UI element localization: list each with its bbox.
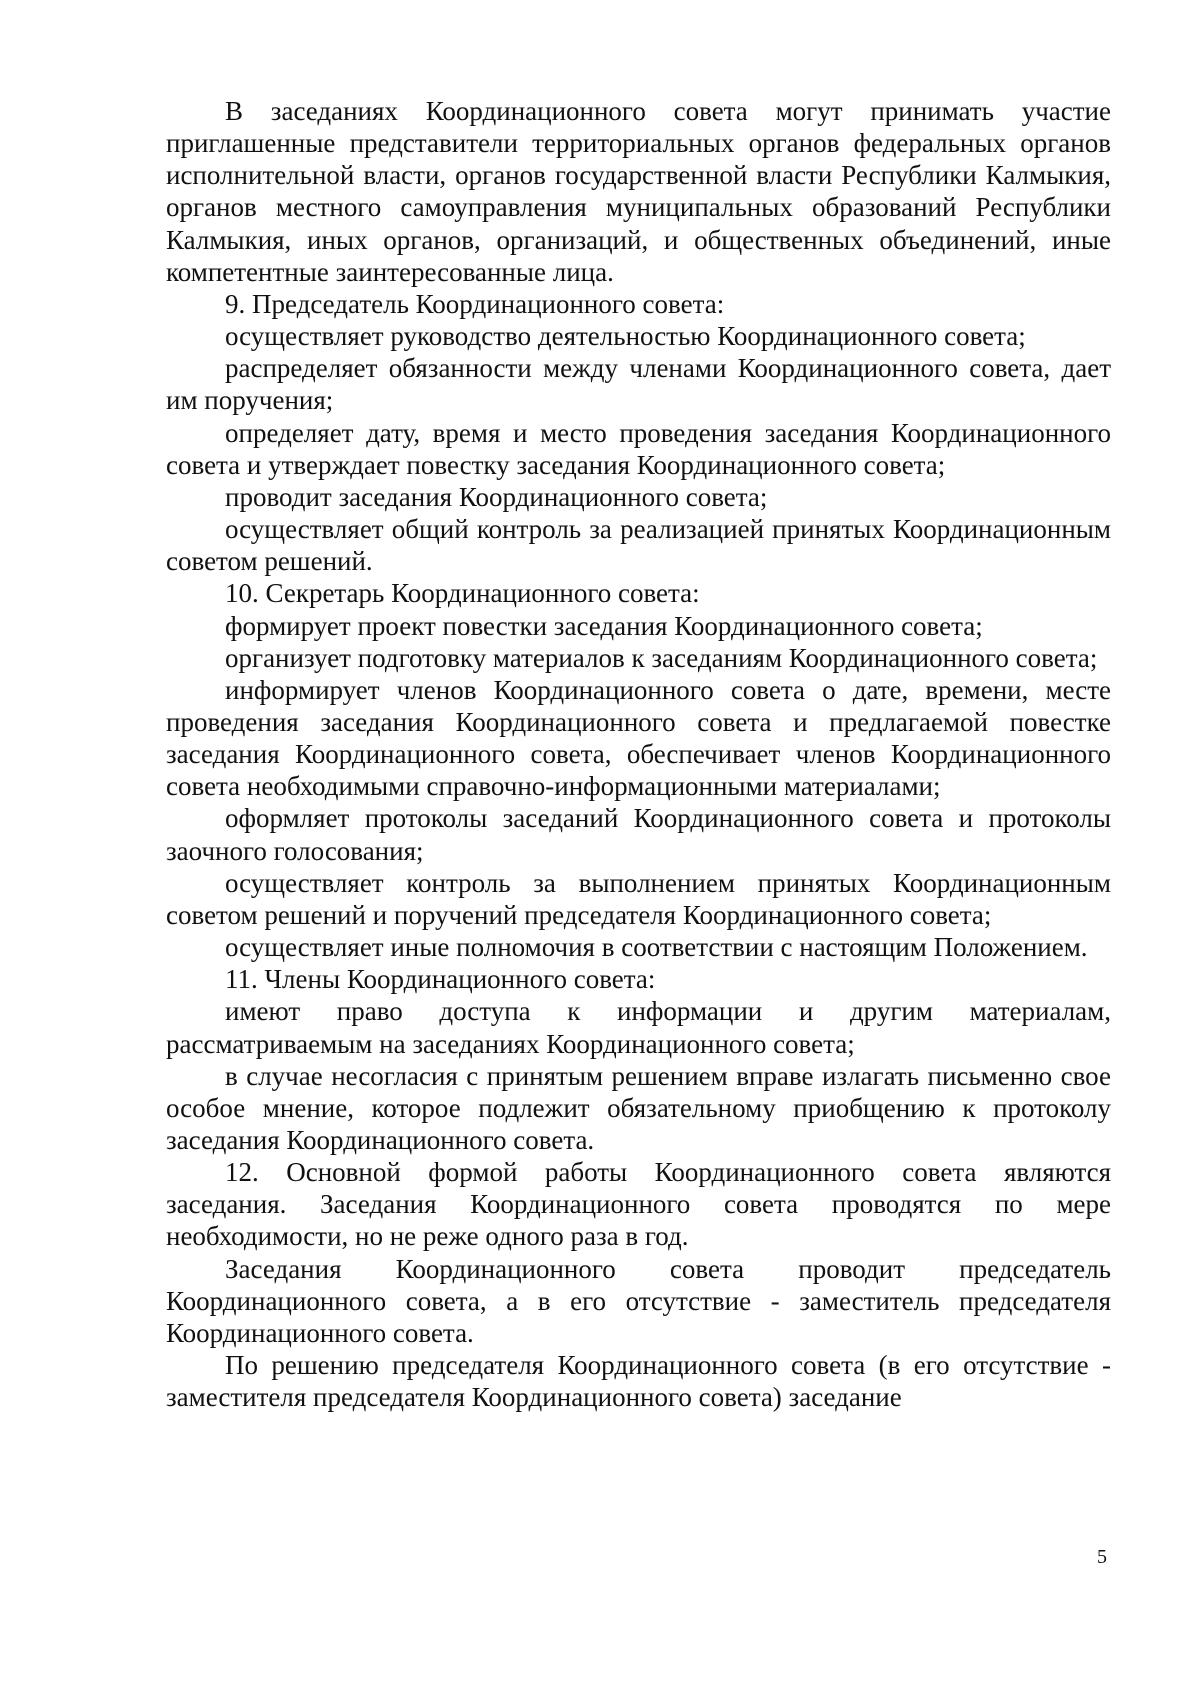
paragraph-by-decision: По решению председателя Координационного совета (в его отсутствие - заместителя председателя Координационного совета) заседание <box>166 1350 1111 1413</box>
paragraph-secretary-control: осуществляет контроль за выполнением принятых Координационным советом решений и поручений председателя Координационного совета; <box>166 867 1111 930</box>
paragraph-secretary-protocols: оформляет протоколы заседаний Координационного совета и протоколы заочного голосования; <box>166 803 1111 866</box>
paragraph-chair-control: осуществляет общий контроль за реализацией принятых Координационным советом решений. <box>166 514 1111 577</box>
document-body <box>166 95 1111 1413</box>
paragraph-item-9-heading: 9. Председатель Координационного совета: <box>225 288 725 319</box>
paragraph-members-access: имеют право доступа к информации и другим материалам, рассматриваемым на заседаниях Координационного совета; <box>166 996 1111 1059</box>
paragraph-chair-distributes: распределяет обязанности между членами Координационного совета, дает им поручения; <box>166 353 1111 416</box>
page-number: 5 <box>1097 1546 1107 1568</box>
paragraph-secretary-other-powers: осуществляет иные полномочия в соответствии с настоящим Положением. <box>225 932 1088 963</box>
paragraph-chair-leads: осуществляет руководство деятельностью Координационного совета; <box>225 321 1026 352</box>
paragraph-members-dissent: в случае несогласия с принятым решением вправе излагать письменно свое особое мнение, которое подлежит обязательному приобщению к протоколу заседания Координационного совета. <box>166 1060 1111 1155</box>
paragraph-meetings-chaired: Заседания Координационного совета проводит председатель Координационного совета, а в его отсутствие - заместитель председателя Координационного совета. <box>166 1253 1111 1348</box>
paragraph-invited-participants: В заседаниях Координационного совета могут принимать участие приглашенные представители территориальных органов федеральных органов исполнительной власти, органов государственной власти Республики Калмыкия, органов местного самоуправления муниципальных образований Республики Калмыкия, иных органов, организаций, и общественных объединений, иные компетентные заинтересованные лица. <box>166 96 1111 287</box>
paragraph-chair-holds-meetings: проводит заседания Координационного совета; <box>225 481 768 512</box>
paragraph-chair-schedules: определяет дату, время и место проведения заседания Координационного совета и утверждает повестку заседания Координационного совета; <box>166 417 1111 480</box>
paragraph-item-11-heading: 11. Члены Координационного совета: <box>225 964 656 995</box>
paragraph-secretary-materials: организует подготовку материалов к заседаниям Координационного совета; <box>225 642 1098 673</box>
paragraph-item-12: 12. Основной формой работы Координационного совета являются заседания. Заседания Координационного совета проводятся по мере необходимости, но не реже одного раза в год. <box>166 1157 1111 1252</box>
paragraph-secretary-agenda: формирует проект повестки заседания Координационного совета; <box>225 610 983 641</box>
paragraph-secretary-informs: информирует членов Координационного совета о дате, времени, месте проведения заседания Координационного совета и предлагаемой повестке заседания Координационного совета, обеспечивает членов Координационного совета необходимыми справочно-информационными материалами; <box>166 674 1111 802</box>
paragraph-item-10-heading: 10. Секретарь Координационного совета: <box>225 578 700 609</box>
